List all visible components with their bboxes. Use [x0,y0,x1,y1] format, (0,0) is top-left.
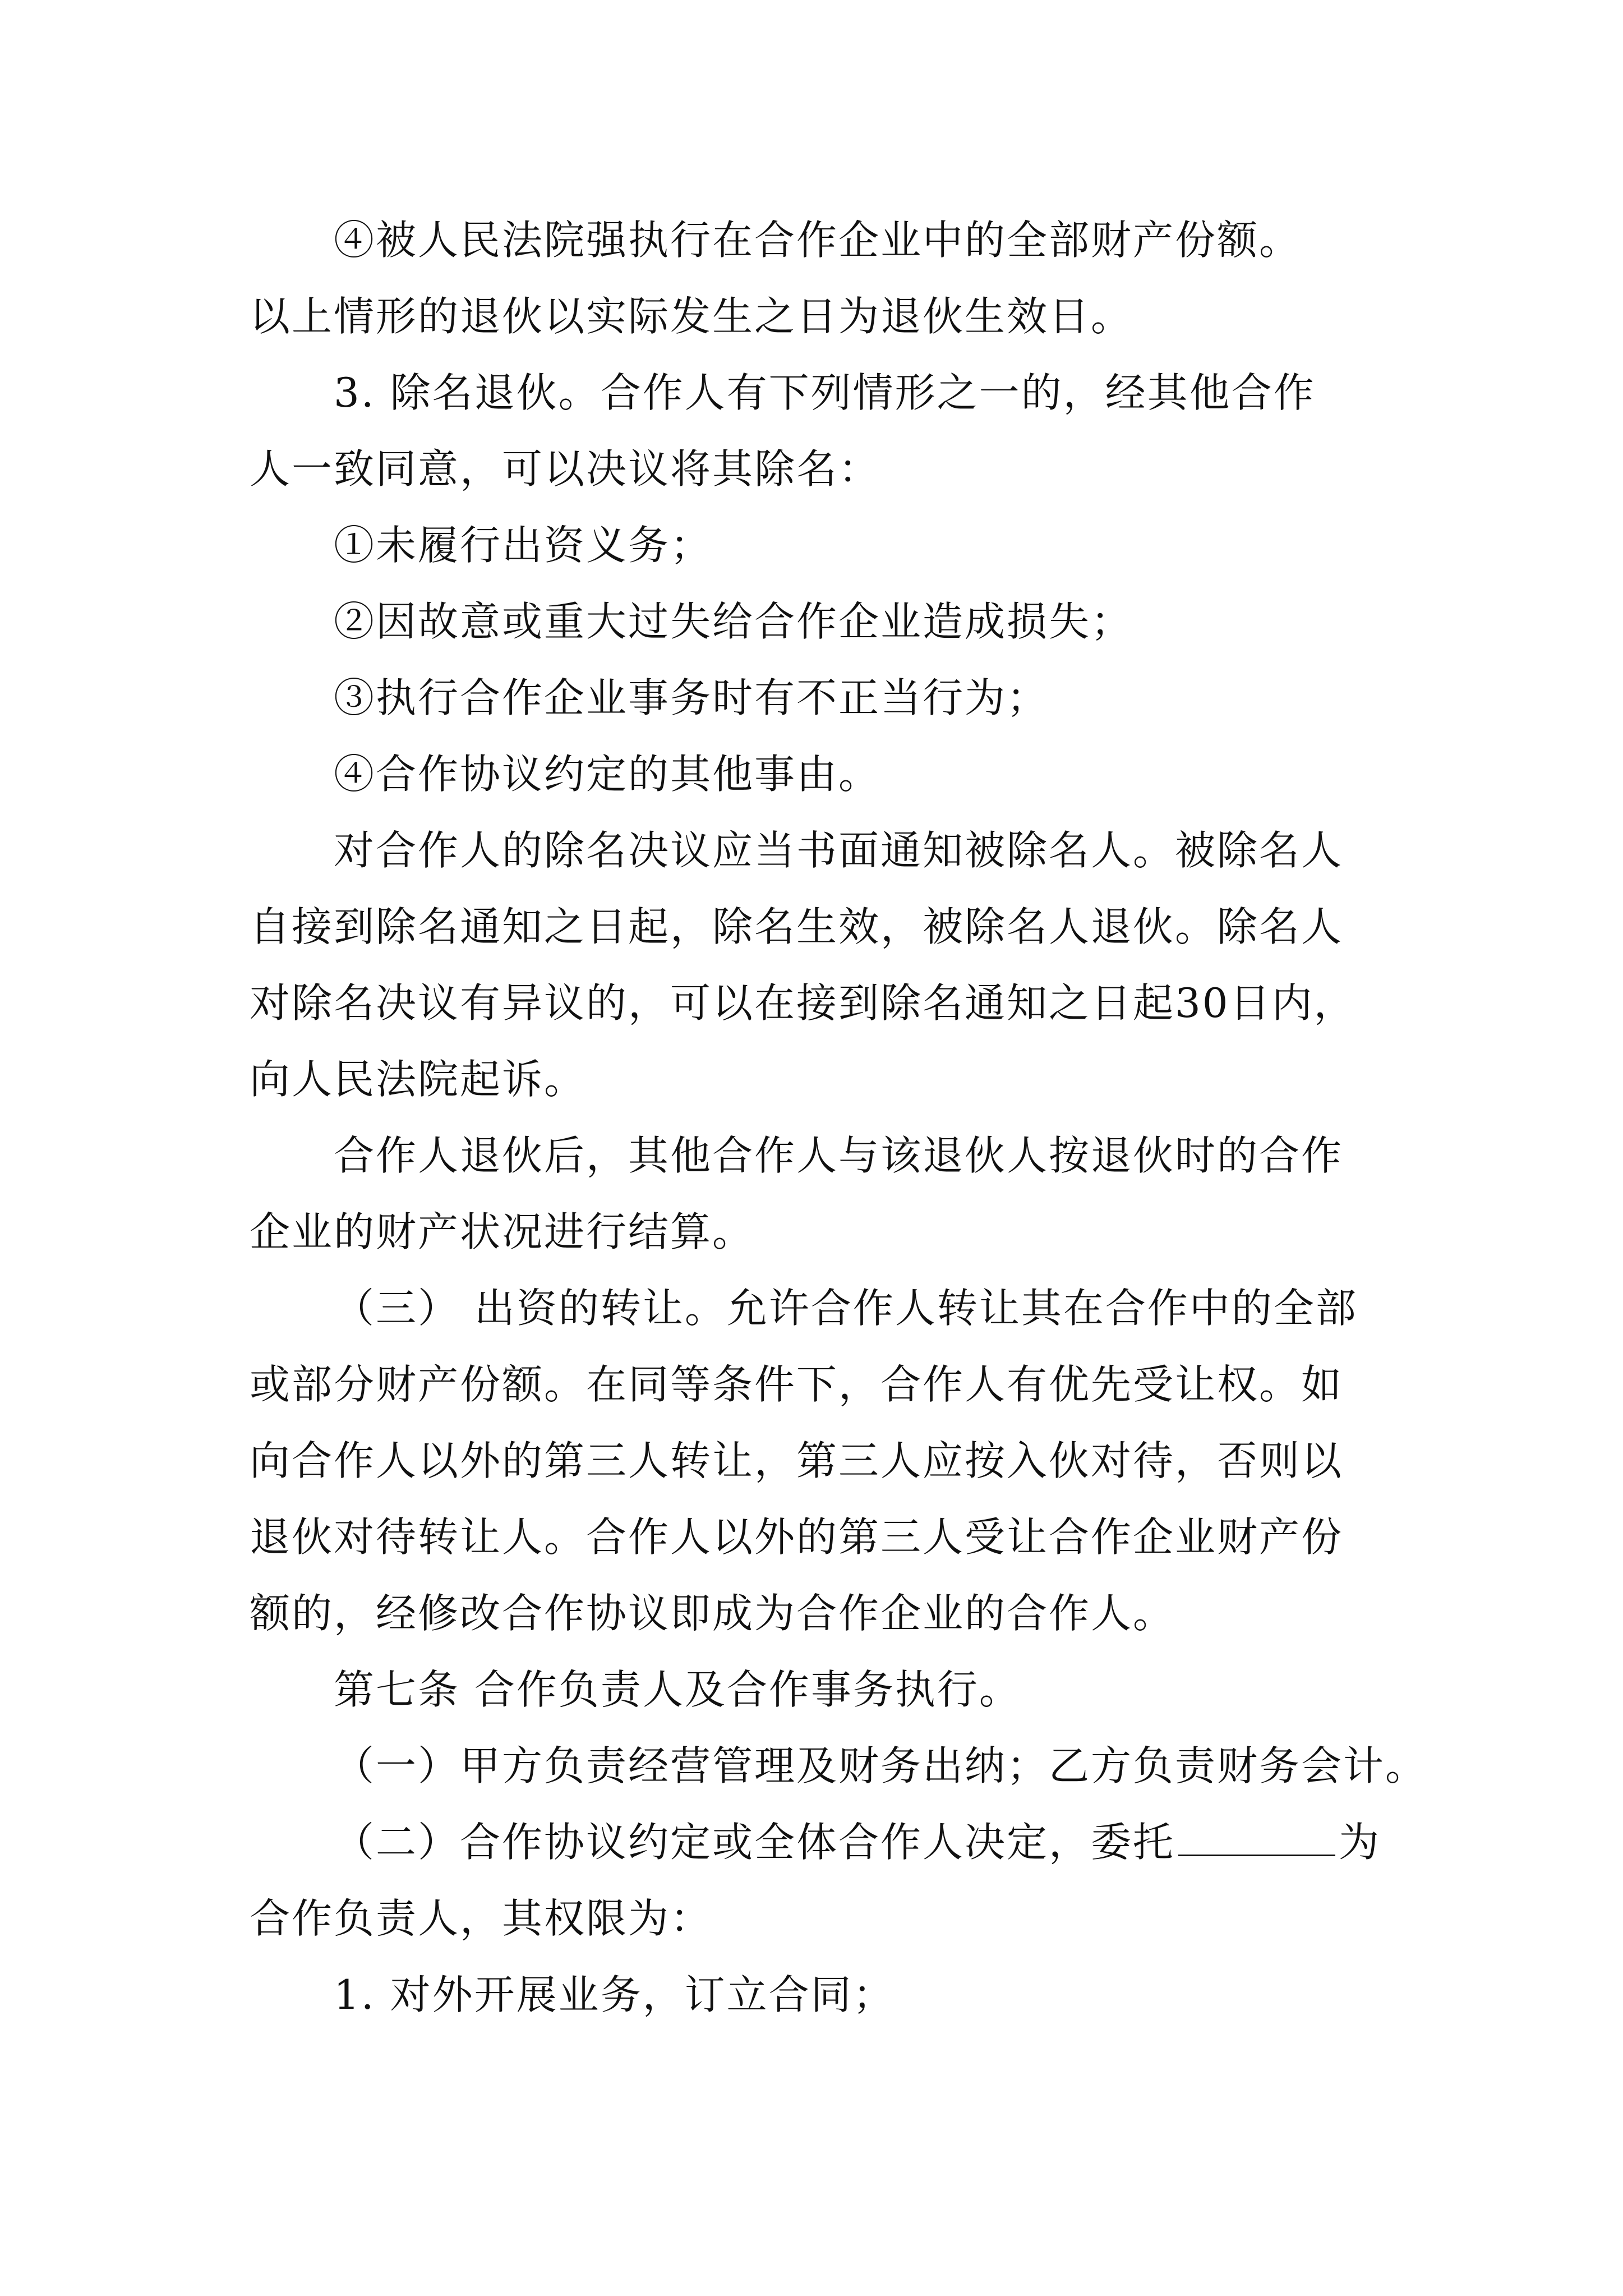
paragraph-line: 人一致同意，可以决议将其除名： [250,445,881,493]
paragraph-line: 向人民法院起诉。 [250,1056,587,1103]
paragraph-line: 对除名决议有异议的，可以在接到除名通知之日起30日内， [250,979,1356,1027]
list-item: ①未履行出资义务； [334,522,713,569]
list-item: ②因故意或重大过失给合作企业造成损失； [334,598,1133,645]
paragraph-line: （一）甲方负责经营管理及财务出纳；乙方负责财务会计。 [334,1742,1428,1789]
paragraph-line: ④被人民法院强执行在合作企业中的全部财产份额。 [334,217,1302,264]
list-item: ③执行合作企业事务时有不正当行为； [334,674,1049,721]
paragraph-line-with-blank [334,1811,1467,1873]
paragraph-line: 以上情形的退伙以实际发生之日为退伙生效日。 [250,293,1133,340]
list-item: 1. 对外开展业务，订立合同； [334,1971,895,2018]
line-text-end: 为 [1339,1819,1381,1866]
paragraph-line: 额的，经修改合作协议即成为合作企业的合作人。 [250,1590,1175,1637]
list-item: ④合作协议约定的其他事由。 [334,751,881,798]
fill-in-blank [1178,1815,1335,1856]
line-text: （二）合作协议约定或全体合作人决定，委托 [334,1819,1175,1866]
section-heading: 第七条 合作负责人及合作事务执行。 [334,1666,1021,1713]
paragraph-line: 或部分财产份额。在同等条件下，合作人有优先受让权。如 [250,1361,1344,1408]
paragraph-line: 企业的财产状况进行结算。 [250,1208,755,1255]
paragraph-line: （三） 出资的转让。允许合作人转让其在合作中的全部 [334,1285,1358,1332]
paragraph-line: 向合作人以外的第三人转让，第三人应按入伙对待，否则以 [250,1437,1344,1484]
paragraph-line: 合作负责人，其权限为： [250,1895,713,1942]
paragraph-line: 自接到除名通知之日起，除名生效，被除名人退伙。除名人 [250,903,1344,950]
paragraph-line: 对合作人的除名决议应当书面通知被除名人。被除名人 [334,827,1344,874]
paragraph-line: 3. 除名退伙。合作人有下列情形之一的，经其他合作 [334,369,1316,416]
paragraph-line: 退伙对待转让人。合作人以外的第三人受让合作企业财产份 [250,1513,1344,1561]
paragraph-line: 合作人退伙后，其他合作人与该退伙人按退伙时的合作 [334,1132,1344,1179]
